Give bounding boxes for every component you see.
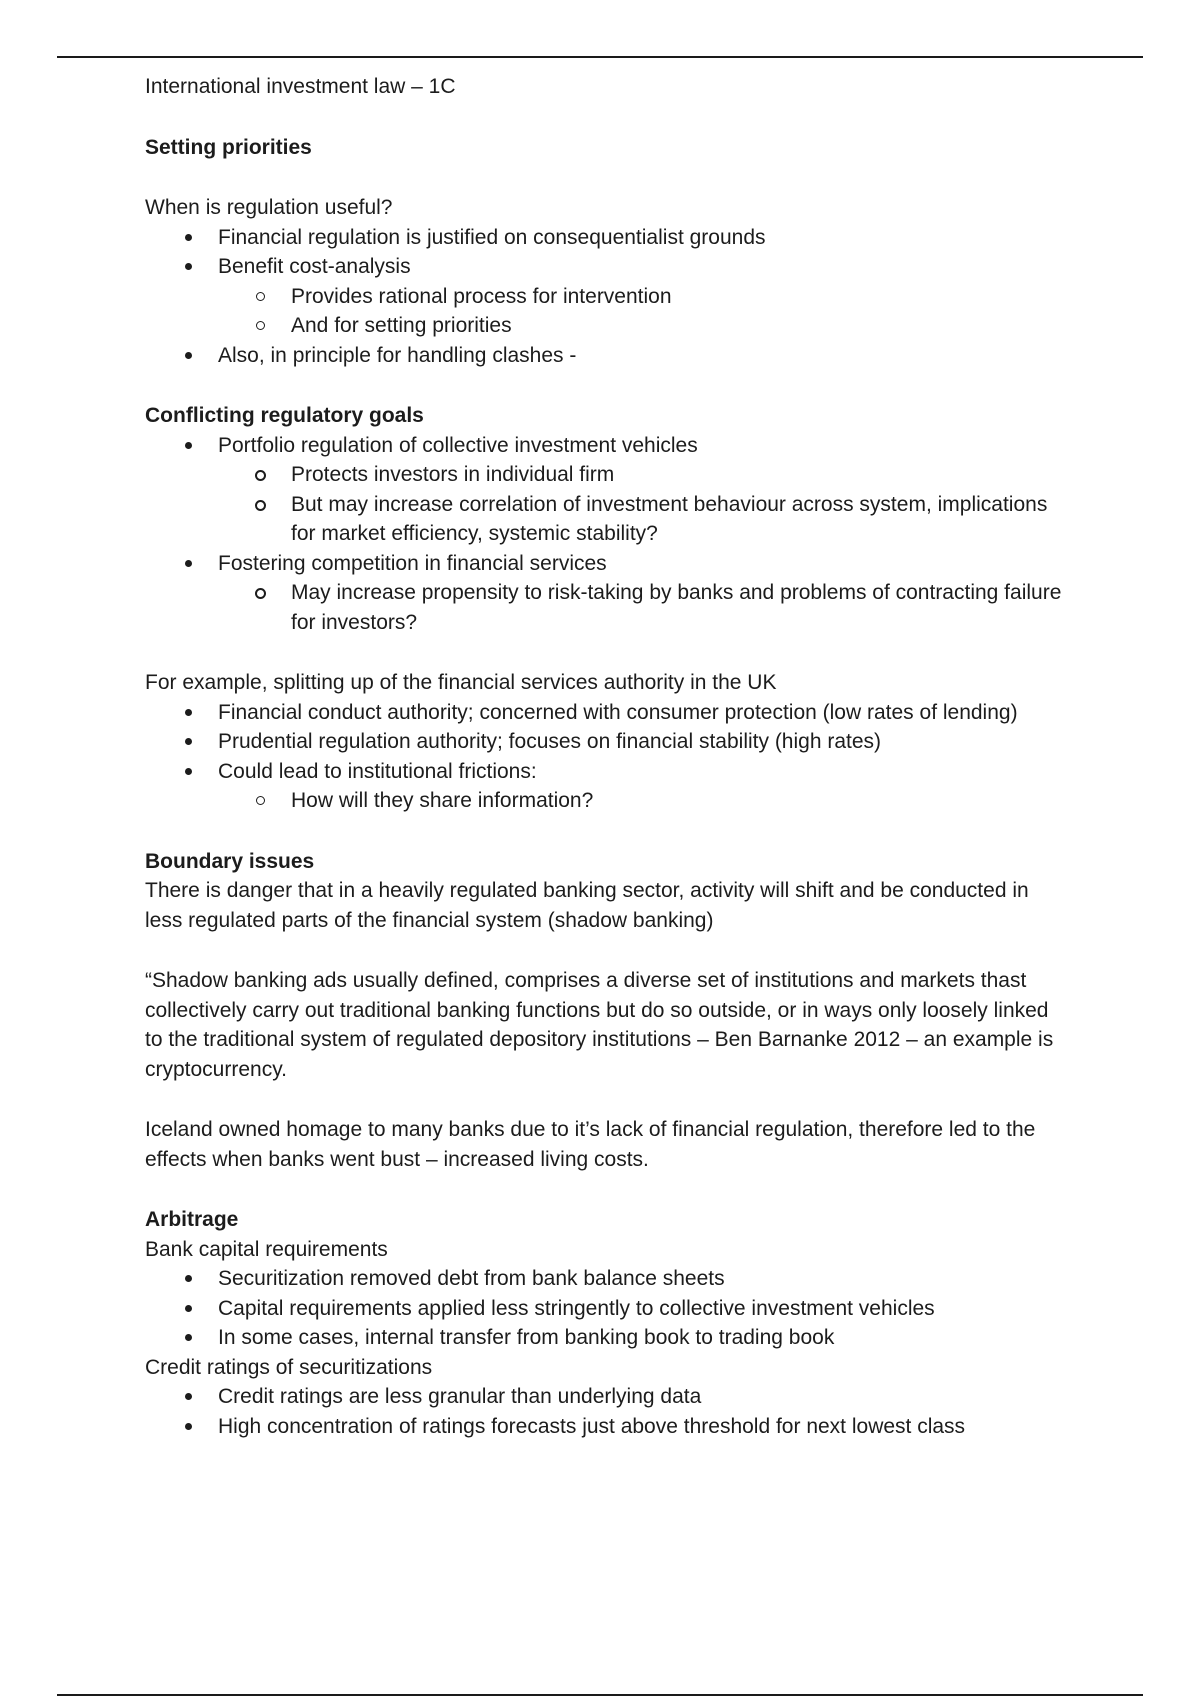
bullet-list bbox=[145, 1382, 1065, 1441]
sub-list-item: Protects investors in individual firm bbox=[218, 460, 1065, 490]
list-item: Financial regulation is justified on consequentialist grounds bbox=[145, 223, 1065, 253]
list-item bbox=[145, 252, 1065, 341]
list-item: Financial conduct authority; concerned with consumer protection (low rates of lending) bbox=[145, 698, 1065, 728]
sub-list-item: And for setting priorities bbox=[218, 311, 1065, 341]
section-heading-conflicting-goals: Conflicting regulatory goals bbox=[145, 404, 424, 427]
sub-list bbox=[218, 578, 1065, 637]
section-heading-arbitrage: Arbitrage bbox=[145, 1208, 239, 1231]
bullet-list bbox=[145, 1264, 1065, 1353]
sub-list bbox=[218, 282, 1065, 341]
bullet-list bbox=[145, 223, 1065, 371]
paragraph: Iceland owned homage to many banks due to it’s lack of financial regulation, therefore led to the effects when banks went bust – increased living costs. bbox=[145, 1118, 1036, 1171]
list-item: Capital requirements applied less stringently to collective investment vehicles bbox=[145, 1294, 1065, 1324]
top-rule bbox=[57, 56, 1143, 58]
section-heading-boundary-issues: Boundary issues bbox=[145, 849, 315, 873]
sub-heading: Credit ratings of securitizations bbox=[145, 1355, 433, 1379]
sub-list-item: But may increase correlation of investment behaviour across system, implications for market efficiency, systemic stability? bbox=[218, 490, 1065, 549]
sub-list bbox=[218, 460, 1065, 549]
sub-list-item: Provides rational process for intervention bbox=[218, 282, 1065, 312]
sub-list-item: May increase propensity to risk-taking by banks and problems of contracting failure for investors? bbox=[218, 578, 1065, 637]
sub-heading: Bank capital requirements bbox=[145, 1237, 388, 1261]
paragraph: There is danger that in a heavily regulated banking sector, activity will shift and be conducted in less regulated parts of the financial system (shadow banking) bbox=[145, 879, 1029, 932]
list-item: High concentration of ratings forecasts just above threshold for next lowest class bbox=[145, 1412, 1065, 1442]
list-item-text: Portfolio regulation of collective investment vehicles bbox=[218, 433, 698, 457]
list-item: Also, in principle for handling clashes - bbox=[145, 341, 1065, 371]
bullet-list bbox=[145, 431, 1065, 638]
list-item: Credit ratings are less granular than underlying data bbox=[145, 1382, 1065, 1412]
example-intro: For example, splitting up of the financial services authority in the UK bbox=[145, 671, 777, 694]
list-item bbox=[145, 549, 1065, 638]
document-body bbox=[145, 72, 1065, 1441]
quote-paragraph: “Shadow banking ads usually defined, comprises a diverse set of institutions and markets thast collectively carry out traditional banking functions but do so outside, or in ways only loosely linked to the traditional system of regulated depository institutions – Ben Barnanke 2012 – an example is cryptocurrency. bbox=[145, 969, 1054, 1081]
list-item bbox=[145, 431, 1065, 549]
bullet-list bbox=[145, 698, 1065, 816]
section-heading-setting-priorities: Setting priorities bbox=[145, 135, 312, 159]
sub-list bbox=[218, 786, 1065, 816]
list-item bbox=[145, 757, 1065, 816]
list-item: In some cases, internal transfer from banking book to trading book bbox=[145, 1323, 1065, 1353]
document-title: International investment law – 1C bbox=[145, 75, 456, 98]
list-item: Prudential regulation authority; focuses on financial stability (high rates) bbox=[145, 727, 1065, 757]
bottom-rule bbox=[57, 1694, 1143, 1696]
question-text: When is regulation useful? bbox=[145, 196, 393, 219]
list-item-text: Benefit cost-analysis bbox=[218, 255, 411, 278]
list-item-text: Fostering competition in financial services bbox=[218, 551, 607, 575]
sub-list-item: How will they share information? bbox=[218, 786, 1065, 816]
list-item: Securitization removed debt from bank balance sheets bbox=[145, 1264, 1065, 1294]
list-item-text: Could lead to institutional frictions: bbox=[218, 759, 537, 783]
